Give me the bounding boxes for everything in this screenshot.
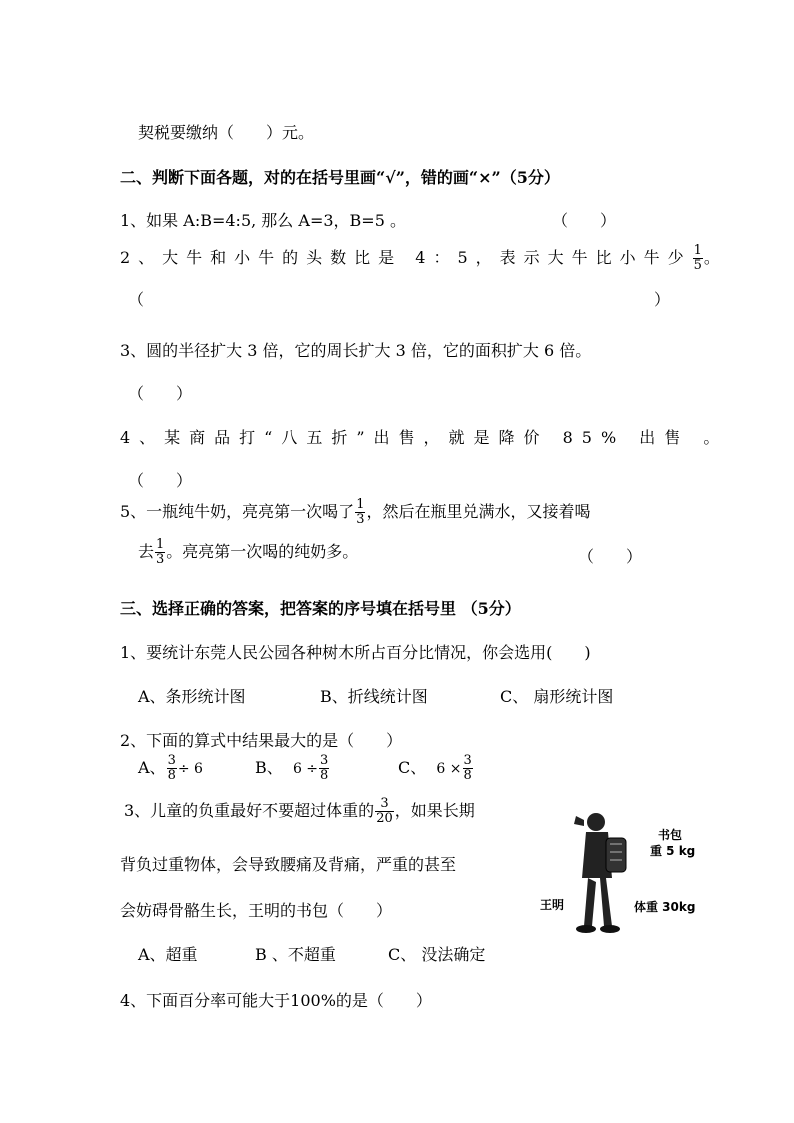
s3-q3-line3: 会妨碍骨骼生长，王明的书包（ ）	[120, 901, 393, 920]
fig-bag-weight: 重 5 kg	[650, 844, 696, 858]
fig-name: 王明	[540, 898, 565, 912]
s2-q1-text: 1、如果 A:B=4:5, 那么 A=3，B=5 。	[120, 211, 406, 230]
s3-q3-option-b: B 、不超重	[255, 945, 336, 964]
s2-q5-line1: 5、一瓶纯牛奶，亮亮第一次喝了 $\frac{1}{3}$ ，然后在瓶里兑满水，又接着喝	[120, 497, 591, 527]
fraction: $\frac{3}{8}$	[167, 753, 176, 783]
s3-q4: 4、下面百分率可能大于100%的是（ ）	[120, 991, 432, 1010]
fraction: $\frac{3}{8}$	[320, 753, 329, 783]
s3-q1-option-c: C、 扇形统计图	[500, 687, 614, 706]
wangming-figure	[540, 808, 700, 938]
s3-q2: 2、下面的算式中结果最大的是（ ）	[120, 731, 403, 750]
fraction: $\frac{1}{3}$	[356, 497, 365, 527]
s3-q3-line1: 3、儿童的负重最好不要超过体重的 $\frac{3}{20}$ ，如果长期	[124, 796, 475, 826]
fig-bag-label: 书包	[658, 828, 683, 842]
s3-q2-option-c: C、 6 × $\frac{3}{8}$	[398, 753, 472, 783]
s2-q2-paren-left[interactable]: （	[128, 290, 145, 309]
s2-q2-paren-right[interactable]: ）	[654, 290, 671, 309]
s2-q2: 2、大牛和小牛的头数比是 4：5，表示大牛比小牛少 $\frac{1}{5}$ 。	[120, 243, 720, 273]
section2-heading: 二、判断下面各题，对的在括号里画“√”，错的画“×”（5分）	[120, 168, 560, 187]
section3-heading: 三、选择正确的答案，把答案的序号填在括号里 （5分）	[120, 599, 521, 618]
s2-q3-paren[interactable]: （ ）	[128, 384, 193, 403]
s2-q2-text: 2、大牛和小牛的头数比是 4：5，表示大牛比小牛少	[120, 248, 692, 267]
fraction: $\frac{3}{20}$	[376, 796, 393, 826]
s2-q5-line2: 去 $\frac{1}{3}$ 。亮亮第一次喝的纯奶多。	[138, 537, 359, 567]
s3-q1-option-b: B、折线统计图	[320, 687, 428, 706]
s3-q1-option-a: A、条形统计图	[138, 687, 246, 706]
s2-q4-paren[interactable]: （ ）	[128, 471, 193, 490]
s3-q3-option-c: C、 没法确定	[388, 945, 486, 964]
s3-q2-option-b: B、 6 ÷ $\frac{3}{8}$	[255, 753, 329, 783]
s2-q1-paren[interactable]: （ ）	[552, 211, 617, 230]
s2-q4: 4、某商品打“八五折”出售，就是降价 85% 出售 。	[120, 428, 729, 447]
s2-q5-paren[interactable]: （ ）	[578, 547, 643, 566]
s2-q1	[120, 208, 406, 231]
s3-q3-option-a: A、超重	[138, 945, 198, 964]
top-line: 契税要缴纳（ ）元。	[138, 123, 315, 142]
fig-body-weight: 体重 30kg	[634, 900, 696, 914]
fraction: $\frac{1}{5}$	[693, 243, 702, 273]
s3-q3-line2: 背负过重物体，会导致腰痛及背痛，严重的甚至	[120, 855, 457, 874]
s2-q3: 3、圆的半径扩大 3 倍，它的周长扩大 3 倍，它的面积扩大 6 倍。	[120, 341, 592, 360]
s3-q1: 1、要统计东莞人民公园各种树木所占百分比情况，你会选用( )	[120, 643, 591, 662]
s3-q2-option-a: A、 $\frac{3}{8}$ ÷ 6	[138, 753, 203, 783]
fraction: $\frac{1}{3}$	[156, 537, 165, 567]
fraction: $\frac{3}{8}$	[463, 753, 472, 783]
